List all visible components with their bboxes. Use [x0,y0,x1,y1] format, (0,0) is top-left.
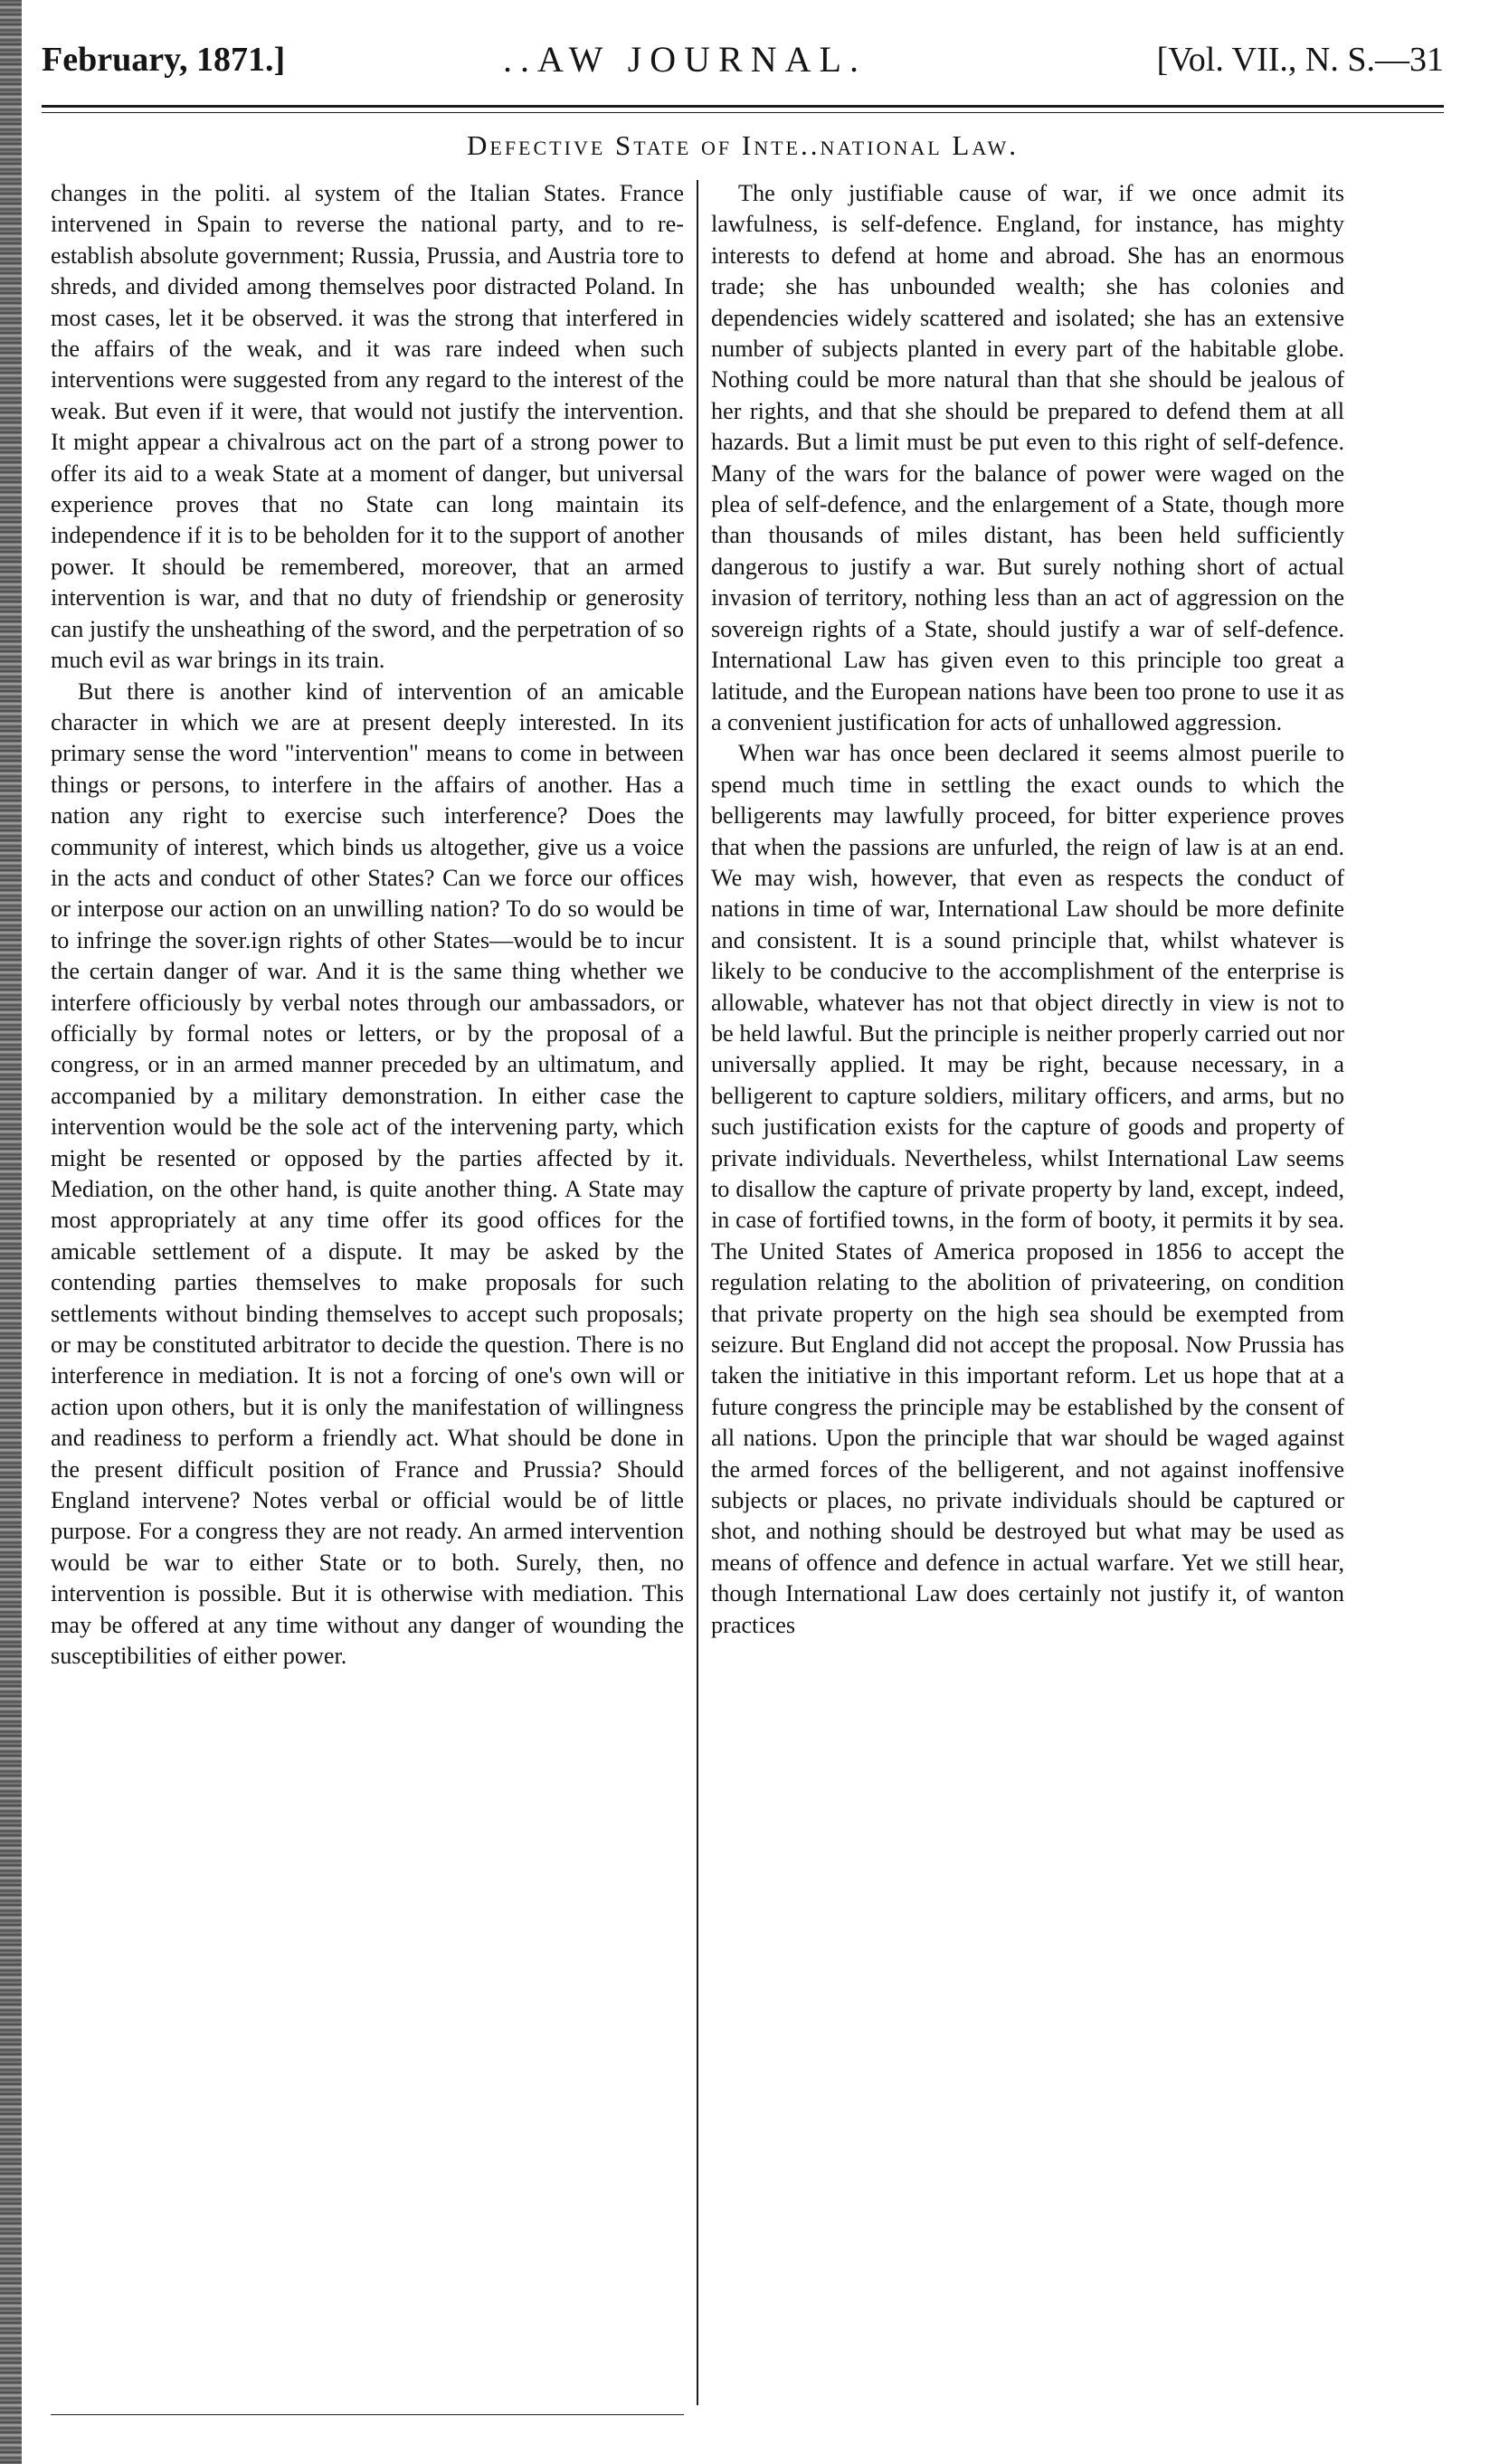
column-divider [697,180,698,2405]
section-title: Defective State of Inte..national Law. [467,129,1019,161]
column-end-rule [51,2414,684,2415]
volume-number: [Vol. VII., N. S.—31 [1156,41,1444,79]
running-head [42,33,1444,87]
journal-title: ..AW JOURNAL. [503,39,867,80]
left-column [51,178,684,1673]
paragraph: changes in the politi. al system of the Italian States. France intervened in Spain to reverse the national party, and to re-establish absolute government; Russia, Prussia, and Austria tore to shreds, and divided among themselves poor distracted Poland. In most cases, let it be observed. it was the strong that interfered in the affairs of the weak, and it was rare indeed when such interventions were suggested from any regard to the interest of the weak. But even if it were, that would not justify the intervention. It might appear a chivalrous act on the part of a strong power to offer its aid to a weak State at a moment of danger, but universal experience proves that no State can long maintain its independence if it is to be beholden for it to the support of another power. It should be remembered, moreover, that an armed intervention is war, and that no duty of friendship or generosity can justify the unsheathing of the sword, and the perpetration of so much evil as war brings in its train. [51,180,684,674]
article-columns [42,178,1444,2367]
page [42,33,1444,2367]
paragraph: But there is another kind of intervention of an amicable character in which we are at present deeply interested. In its primary sense the word "intervention" means to come in between things or persons, to interfere in the affairs of another. Has a nation any right to exercise such interference? Does the community of interest, which binds us altogether, give us a voice in the acts and conduct of other States? Can we force our offices or interpose our action on an unwilling nation? To do so would be to infringe the sover.ign rights of other States—would be to incur the certain danger of war. And it is the same thing whether we interfere officiously by verbal notes through our ambassadors, or officially by formal notes or letters, or by the proposal of a congress, or in an armed manner preceded by an ultimatum, and accompanied by a military demonstration. In either case the intervention would be the sole act of the intervening party, which might be resented or opposed by the parties affected by it. Mediation, on the other hand, is quite another thing. A State may most appropriately at any time offer its good offices for the amicable settlement of a dispute. It may be asked by the contending parties themselves to make proposals for such settlements without binding themselves to accept such proposals; or may be constituted arbitrator to decide the question. There is no interference in mediation. It is not a forcing of one's own will or action upon others, but it is only the manifestation of willingness and readiness to perform a friendly act. What should be done in the present difficult position of France and Prussia? Should England intervene? Notes verbal or official would be of little purpose. For a congress they are not ready. An armed intervention would be war to either State or to both. Surely, then, no intervention is possible. But it is otherwise with mediation. This may be offered at any time without any danger of wounding the susceptibilities of either power. [51,678,684,1670]
right-column [711,178,1344,1641]
paragraph: When war has once been declared it seems almost puerile to spend much time in settling the exact ounds to which the belligerents may lawfully proceed, for bitter experience proves that when the passions are unfurled, the reign of law is at an end. We may wish, however, that even as respects the conduct of nations in time of war, International Law should be more definite and consistent. It is a sound principle that, whilst whatever is likely to be conducive to the accomplishment of the enterprise is allowable, whatever has not that object directly in view is not to be held lawful. But the principle is neither properly carried out nor universally applied. It may be right, because necessary, in a belligerent to capture soldiers, military officers, and arms, but no such justification exists for the capture of goods and property of private individuals. Nevertheless, whilst International Law seems to disallow the capture of private property by land, except, indeed, in case of fortified towns, in the form of booty, it permits it by sea. The United States of America proposed in 1856 to accept the regulation relating to the abolition of privateering, on condition that private property on the high sea should be exempted from seizure. But England did not accept the proposal. Now Prussia has taken the initiative in this important reform. Let us hope that at a future congress the principle may be established by the consent of all nations. Upon the principle that war should be waged against the armed forces of the belligerent, and not against inoffensive subjects or places, no private individuals should be captured or shot, and nothing should be destroyed but what may be used as means of offence and defence in actual warfare. Yet we still hear, though International Law does certainly not justify it, of wanton practices [711,740,1344,1638]
paragraph: The only justifiable cause of war, if we once admit its lawfulness, is self-defence. England, for instance, has mighty interests to defend at home and abroad. She has an enormous trade; she has unbounded wealth; she has colonies and dependencies widely scattered and isolated; she has an extensive number of subjects planted in every part of the habitable globe. Nothing could be more natural than that she should be jealous of her rights, and that she should be prepared to defend them at all hazards. But a limit must be put even to this right of self-defence. Many of the wars for the balance of power were waged on the plea of self-defence, and the enlargement of a State, though more than thousands of miles distant, has been held sufficiently dangerous to justify a war. But surely nothing short of actual invasion of territory, nothing less than an act of aggression on the sovereign rights of a State, should justify a war of self-defence. International Law has given even to this principle too great a latitude, and the European nations have been too prone to use it as a convenient justification for acts of unhallowed aggression. [711,180,1344,735]
header-date: February, 1871.] [42,41,286,79]
header-rule [42,105,1444,113]
scanned-binding-edge [0,0,22,2464]
